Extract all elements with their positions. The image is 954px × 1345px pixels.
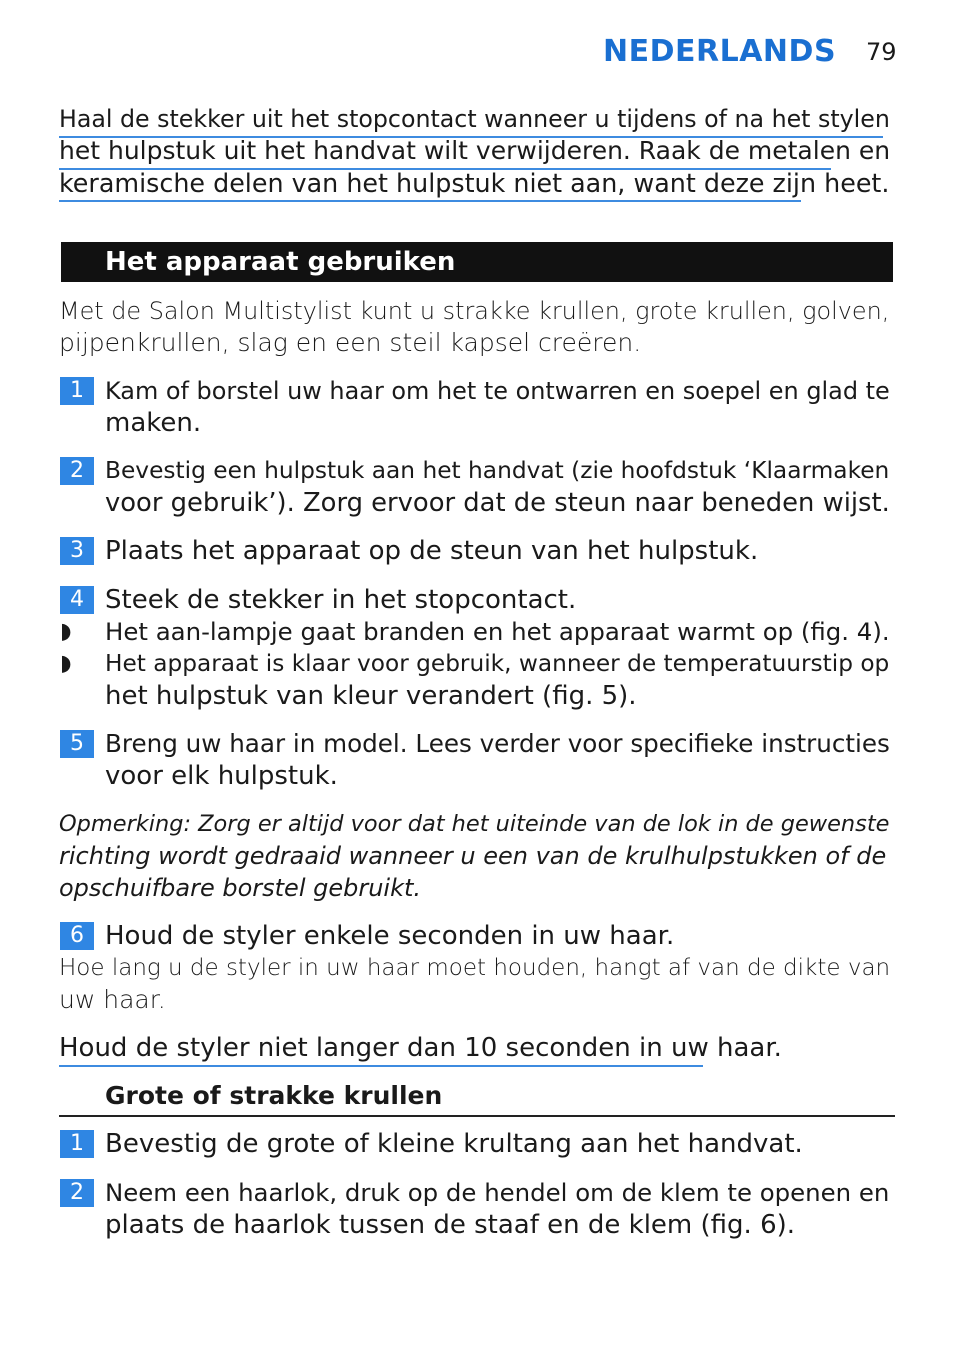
step-text: voor elk hulpstuk. [105, 761, 338, 791]
bullet-text: Het apparaat is klaar voor gebruik, wanneer de temperatuurstip op [105, 650, 890, 677]
step-text: Breng uw haar in model. Lees verder voor specifieke instructies [105, 729, 890, 758]
step-text: Steek de stekker in het stopcontact. [105, 585, 577, 615]
step-number-badge: 1 [60, 1130, 94, 1158]
hold-line-1: Hoe lang u de styler in uw haar moet houden, hangt af van de dikte van [59, 955, 891, 981]
section-title: Het apparaat gebruiken [105, 247, 456, 277]
step-text: maken. [105, 408, 202, 438]
note-line-1: Opmerking: Zorg er altijd voor dat het uiteinde van de lok in de gewenste [59, 811, 890, 837]
bullet-icon: ◗ [60, 651, 72, 676]
intro-line-1: Met de Salon Multistylist kunt u strakke krullen, grote krullen, golven, [59, 297, 890, 325]
hold-line-2: uw haar. [59, 985, 166, 1014]
step-text: plaats de haarlok tussen de staaf en de klem (fig. 6). [105, 1210, 796, 1240]
step-number-badge: 6 [60, 922, 94, 950]
warning-line-2: het hulpstuk uit het handvat wilt verwijderen. Raak de metalen en [59, 135, 831, 170]
step-number-badge: 4 [60, 586, 94, 614]
bullet-text: Het aan-lampje gaat branden en het apparaat warmt op (fig. 4). [105, 617, 890, 646]
step-text: Neem een haarlok, druk op de hendel om de klem te openen en [105, 1178, 890, 1207]
step-number-badge: 2 [60, 1179, 94, 1207]
step-number-badge: 3 [60, 537, 94, 565]
step-number-badge: 2 [60, 457, 94, 485]
step-text: Plaats het apparaat op de steun van het hulpstuk. [105, 536, 759, 566]
language-header: NEDERLANDS [603, 34, 837, 69]
note-line-3: opschuifbare borstel gebruikt. [59, 874, 422, 902]
step-text: voor gebruik’). Zorg ervoor dat de steun naar beneden wijst. [105, 488, 890, 518]
warning-line-3: keramische delen van het hulpstuk niet aan, want deze zijn heet. [59, 167, 801, 202]
warning-line-1: Haal de stekker uit het stopcontact wanneer u tijdens of na het stylen [59, 103, 883, 138]
note-line-2: richting wordt gedraaid wanneer u een van de krulhulpstukken of de [59, 842, 887, 870]
page-number: 79 [866, 38, 897, 66]
step-text: Kam of borstel uw haar om het te ontwarren en soepel en glad te [105, 377, 890, 405]
step-number-badge: 1 [60, 377, 94, 405]
subsection-title: Grote of strakke krullen [105, 1081, 443, 1110]
subsection-divider [59, 1115, 895, 1117]
step-text: Bevestig een hulpstuk aan het handvat (zie hoofdstuk ‘Klaarmaken [105, 457, 890, 484]
intro-line-2: pijpenkrullen, slag en een steil kapsel creëren. [59, 328, 642, 357]
caution-line: Houd de styler niet langer dan 10 seconden in uw haar. [59, 1032, 703, 1067]
step-text: Bevestig de grote of kleine krultang aan het handvat. [105, 1129, 803, 1159]
step-text: Houd de styler enkele seconden in uw haar. [105, 921, 675, 951]
step-number-badge: 5 [60, 730, 94, 758]
bullet-text: het hulpstuk van kleur verandert (fig. 5). [105, 681, 637, 711]
bullet-icon: ◗ [60, 619, 72, 644]
